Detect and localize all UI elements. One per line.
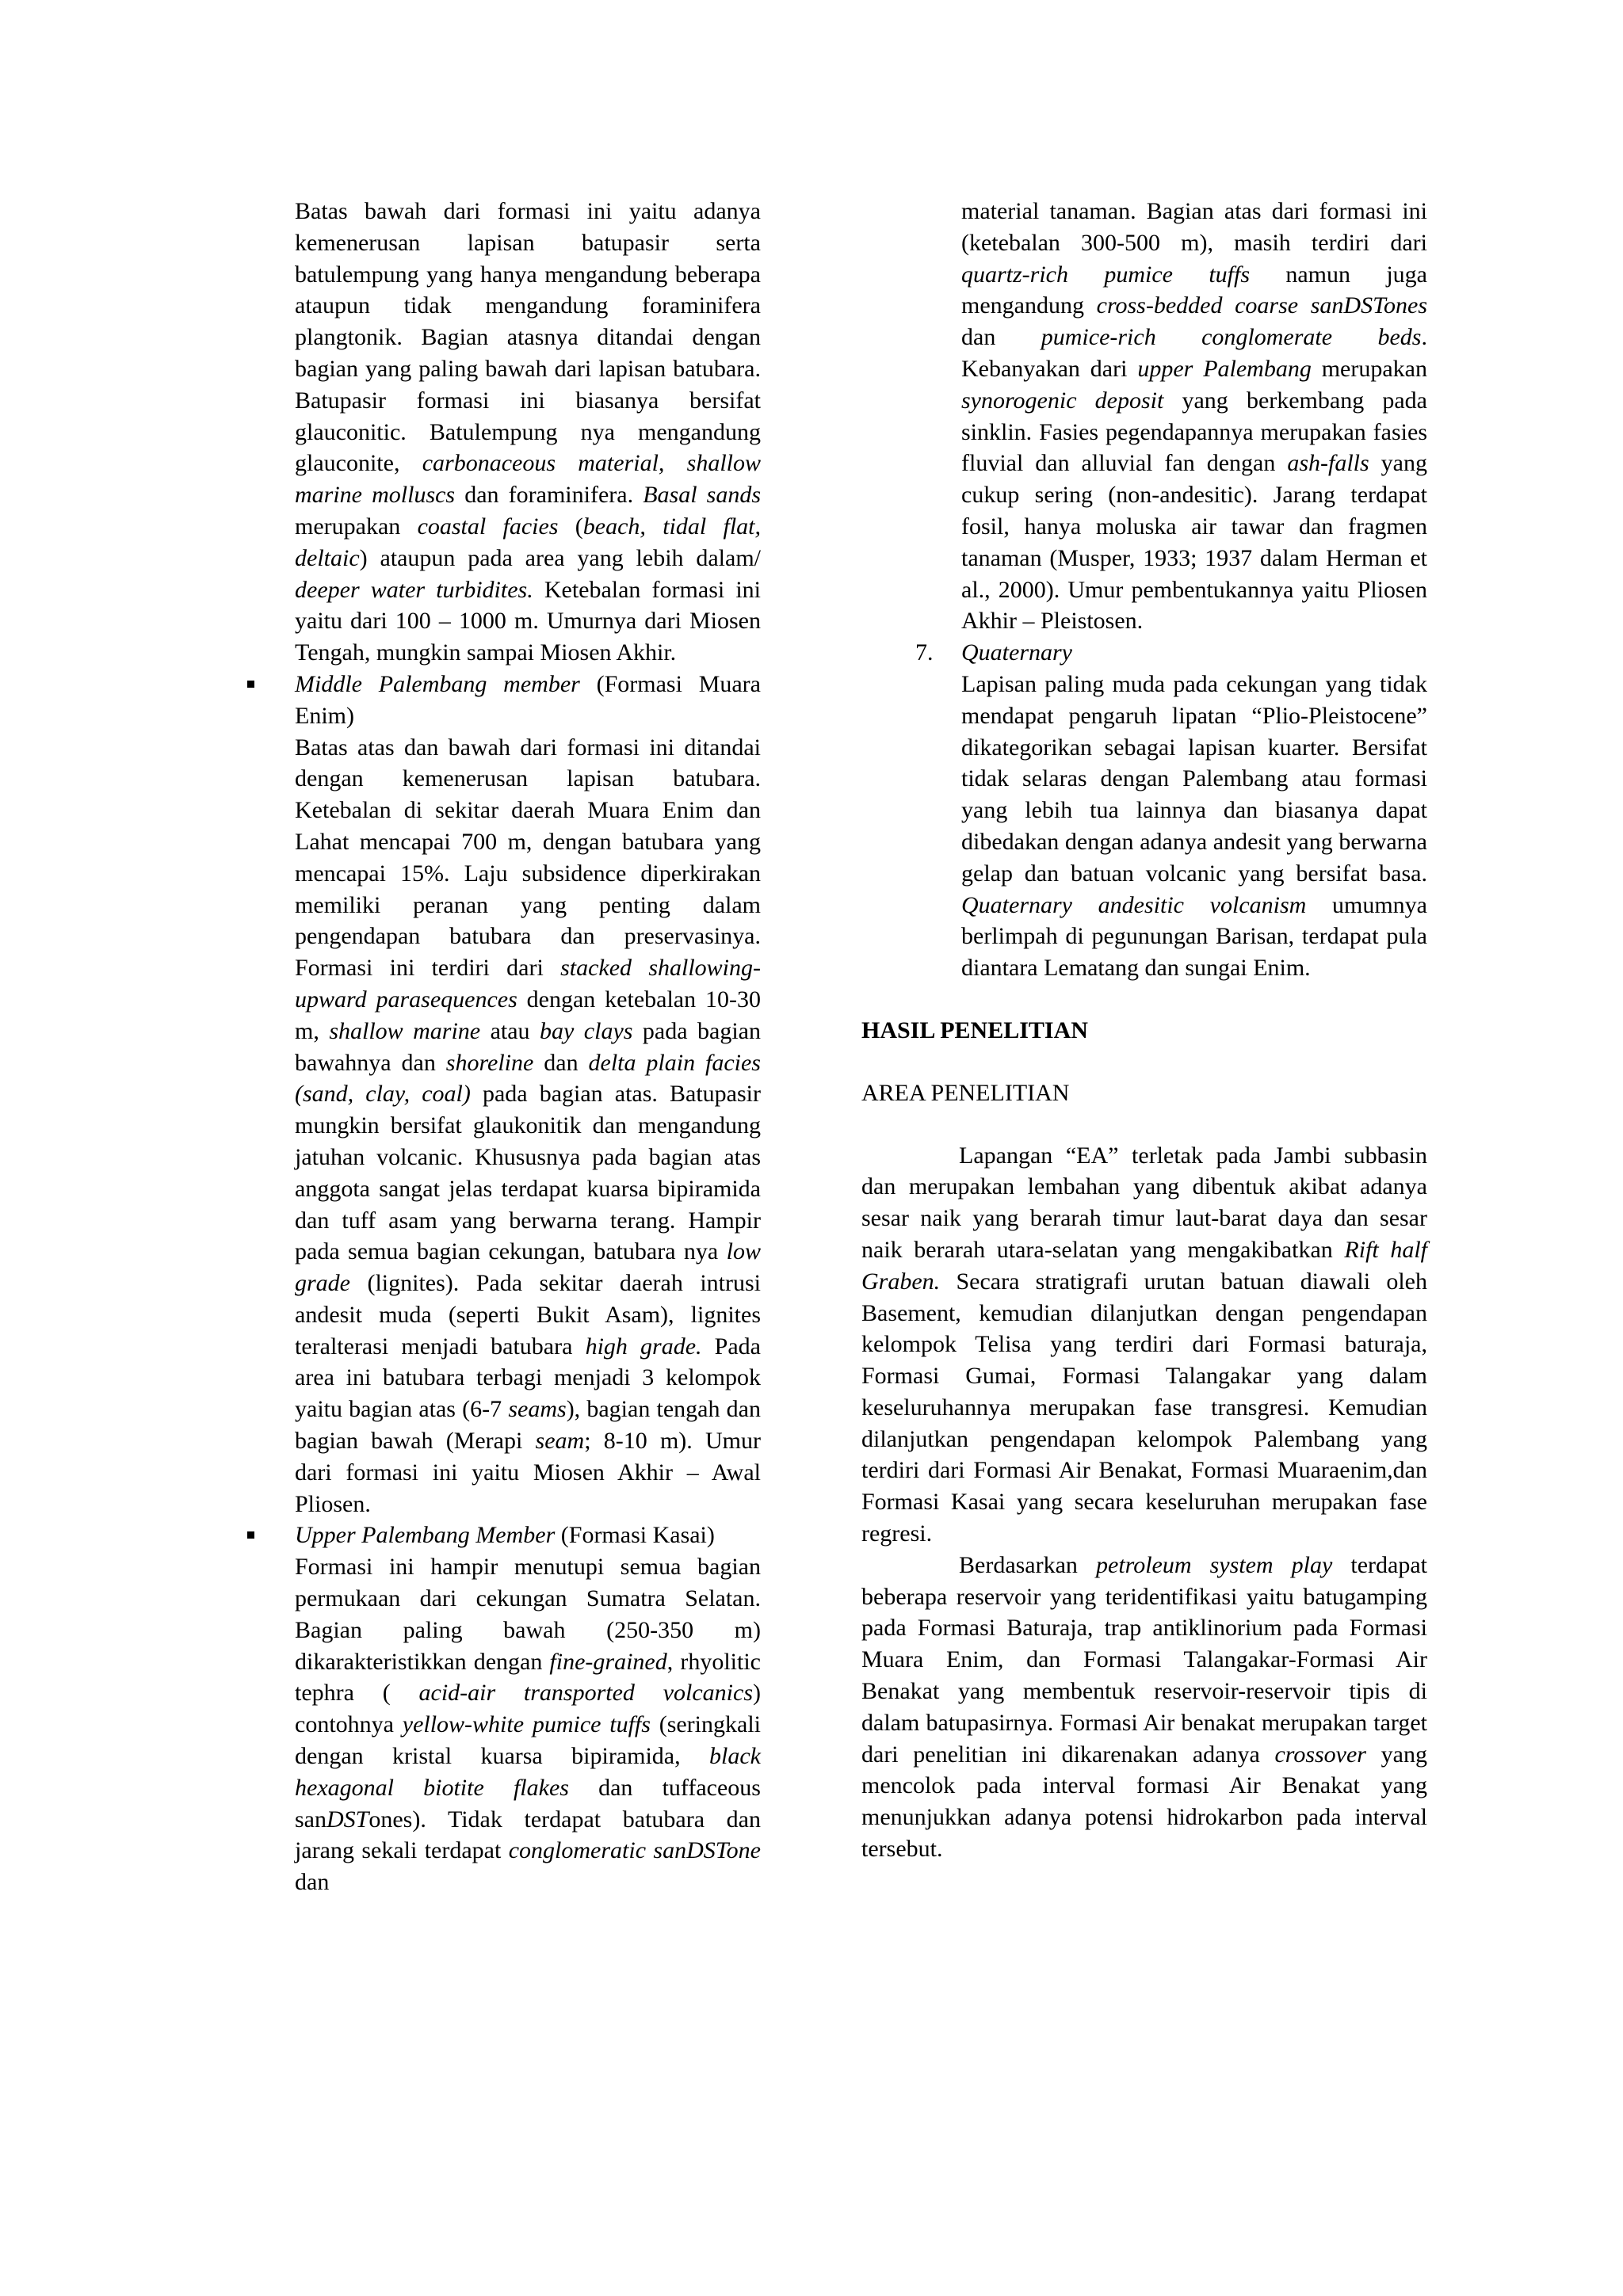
italic-text-run: Middle Palembang member bbox=[295, 670, 580, 697]
text-run: material tanaman. Bagian atas dari formasi ini (ketebalan 300-500 m), masih terdiri dari bbox=[961, 198, 1427, 256]
italic-text-run: seams bbox=[508, 1396, 567, 1423]
italic-text-run: Upper Palembang Member bbox=[295, 1522, 556, 1549]
italic-text-run: pumice-rich conglomerate beds bbox=[1041, 324, 1422, 351]
text-run: dengan ketebalan 10-30 m, bbox=[295, 986, 762, 1044]
italic-text-run: high grade. bbox=[585, 1333, 702, 1360]
section-heading: HASIL PENELITIAN bbox=[861, 1016, 1088, 1043]
text-run: dan bbox=[533, 1049, 589, 1076]
list-item-quaternary bbox=[915, 637, 1427, 984]
text-run: atau bbox=[480, 1017, 540, 1044]
text-run: Pada area ini batubara terbagi menjadi 3 kelompok yaitu bagian atas (6-7 bbox=[295, 1333, 761, 1423]
italic-text-run: coastal facies bbox=[417, 513, 559, 540]
list-item-upper-palembang bbox=[295, 1520, 761, 1898]
text-run: dan bbox=[961, 324, 1041, 351]
italic-text-run: DST bbox=[327, 1806, 369, 1833]
italic-text-run: conglomeratic sanDSTone bbox=[508, 1837, 761, 1864]
text-run: Formasi ini hampir menutupi semua bagian permukaan dari cekungan Sumatra Selatan. Bagian paling bawah (250-350 m) dikarakteristikkan dengan bbox=[295, 1554, 761, 1675]
text-run: namun juga mengandung bbox=[961, 261, 1427, 319]
italic-text-run: yellow-white pumice tuffs bbox=[402, 1711, 651, 1738]
italic-text-run: synorogenic deposit bbox=[961, 387, 1164, 414]
body-paragraph bbox=[861, 1140, 1427, 1550]
text-run: Lapangan “EA” terletak pada Jambi subbasin dan merupakan lembahan yang dibentuk akibat adanya sesar naik yang berarah timur laut-barat daya dan sesar naik berarah utara-selatan yang mengakibatkan bbox=[861, 1142, 1427, 1263]
italic-text-run: quartz-rich pumice tuffs bbox=[961, 261, 1250, 288]
text-run: (Formasi Muara Enim) bbox=[295, 670, 761, 729]
italic-text-run: ash-falls bbox=[1287, 450, 1369, 477]
italic-text-run: low grade bbox=[295, 1238, 761, 1297]
list-item-title: Quaternary bbox=[961, 639, 1072, 666]
text-run: ; 8-10 m). Umur dari formasi ini yaitu Miosen Akhir – Awal Pliosen. bbox=[295, 1428, 761, 1517]
italic-text-run: shallow marine bbox=[329, 1017, 481, 1044]
right-column bbox=[861, 196, 1427, 1865]
text-run: ones). Tidak terdapat batubara dan jarang sekali terdapat bbox=[295, 1806, 761, 1864]
text-run: (seringkali dengan kristal kuarsa bipiramida, bbox=[295, 1711, 761, 1770]
italic-text-run: seam bbox=[535, 1428, 585, 1455]
text-run: dan bbox=[295, 1869, 330, 1896]
text-run: Ketebalan formasi ini yaitu dari 100 – 1000 m. Umurnya dari Miosen Tengah, mungkin sampai Miosen Akhir. bbox=[295, 576, 761, 666]
italic-text-run: bay clays bbox=[540, 1017, 633, 1044]
upper-palembang-continuation bbox=[961, 196, 1427, 637]
body-paragraph bbox=[861, 1550, 1427, 1865]
text-run: dan foraminifera. bbox=[455, 482, 643, 509]
text-run: ) contohnya bbox=[295, 1680, 761, 1738]
text-run: . Kebanyakan dari bbox=[961, 324, 1427, 382]
text-run: Batas atas dan bawah dari formasi ini ditandai dengan kemenerusan lapisan batubara. Ketebalan di sekitar daerah Muara Enim dan Lahat mencapai 700 m, dengan batubara yang mencapai 15%. Laju subsidence diperkirakan memiliki peranan yang penting dalam pengendapan batubara dan preservasinya. Formasi ini terdiri dari bbox=[295, 734, 761, 982]
italic-text-run: black hexagonal biotite flakes bbox=[295, 1743, 761, 1801]
text-run: umumnya berlimpah di pegunungan Barisan, terdapat pula diantara Lematang dan sungai Enim. bbox=[961, 891, 1427, 982]
text-run: terdapat beberapa reservoir yang teridentifikasi yaitu batugamping pada Formasi Baturaja, trap antiklinorium pada Formasi Muara Enim, dan Formasi Talangakar-Formasi Air Benakat yang membentuk reservoir-reservoir tipis di dalam batupasirnya. Formasi Air benakat merupakan target dari penelitian ini dikarenakan adanya bbox=[861, 1551, 1427, 1768]
list-item-body bbox=[961, 669, 1427, 984]
italic-text-run: beach, tidal flat, deltaic bbox=[295, 513, 761, 571]
left-column bbox=[295, 196, 761, 1898]
text-run: dan tuffaceous san bbox=[295, 1774, 761, 1833]
italic-text-run: fine-grained bbox=[549, 1648, 667, 1675]
italic-text-run: cross-bedded coarse sanDSTones bbox=[1096, 292, 1428, 319]
square-bullet-icon bbox=[247, 681, 254, 688]
text-run: (Formasi Kasai) bbox=[555, 1522, 715, 1549]
text-run: Secara stratigrafi urutan batuan diawali oleh Basement, kemudian dilanjutkan dengan pengendapan kelompok Telisa yang terdiri dari Formasi baturaja, Formasi Gumai, Formasi Talangakar yang dalam keseluruhannya merupakan fase transgresi. Kemudian dilanjutkan pengendapan kelompok Palembang yang terdiri dari Formasi Air Benakat, Formasi Muaraenim,dan Formasi Kasai yang secara keseluruhan merupakan fase regresi. bbox=[861, 1268, 1427, 1547]
subsection-heading: AREA PENELITIAN bbox=[861, 1079, 1070, 1106]
text-run: pada bagian bawahnya dan bbox=[295, 1017, 761, 1076]
list-item-title bbox=[295, 669, 761, 732]
text-run: ), bagian tengah dan bagian bawah (Merapi bbox=[295, 1396, 761, 1455]
italic-text-run: stacked shallowing-upward parasequences bbox=[295, 955, 761, 1013]
text-run: Berdasarkan bbox=[959, 1551, 1096, 1578]
list-item-middle-palembang bbox=[295, 669, 761, 1520]
italic-text-run: upper Palembang bbox=[1137, 355, 1312, 382]
italic-text-run: Basal sands bbox=[643, 482, 761, 509]
text-run: yang berkembang pada sinklin. Fasies pegendapannya merupakan fasies fluvial dan alluvial fan dengan bbox=[961, 387, 1427, 477]
italic-text-run: delta plain facies (sand, clay, coal) bbox=[295, 1049, 761, 1108]
square-bullet-icon bbox=[247, 1531, 254, 1539]
text-run: yang cukup sering (non-andesitic). Jarang terdapat fosil, hanya moluska air tawar dan fragmen tanaman (Musper, 1933; 1937 dalam Herman et al., 2000). Umur pembentukannya yaitu Pliosen Akhir – Pleistosen. bbox=[961, 450, 1427, 635]
text-run: (lignites). Pada sekitar daerah intrusi andesit muda (seperti Bukit Asam), lignites teralterasi menjadi batubara bbox=[295, 1270, 761, 1360]
text-run: pada bagian atas. Batupasir mungkin bersifat glaukonitik dan mengandung jatuhan volcanic. Khususnya pada bagian atas anggota sangat jelas terdapat kuarsa bipiramida dan tuff asam yang berwarna terang. Hampir pada semua bagian cekungan, batubara nya bbox=[295, 1081, 761, 1265]
list-item-title bbox=[295, 1520, 761, 1551]
text-run: merupakan bbox=[1311, 355, 1427, 382]
list-item-body bbox=[295, 1551, 761, 1898]
text-run: ( bbox=[558, 513, 583, 540]
list-item-body bbox=[295, 732, 761, 1520]
italic-text-run: Rift half Graben. bbox=[861, 1236, 1428, 1295]
italic-text-run: acid-air transported volcanics bbox=[418, 1680, 753, 1707]
italic-text-run: petroleum system play bbox=[1096, 1551, 1333, 1578]
italic-text-run: shoreline bbox=[445, 1049, 534, 1076]
text-run: Lapisan paling muda pada cekungan yang tidak mendapat pengaruh lipatan “Plio-Pleistocene” dikategorikan sebagai lapisan kuarter. Bersifat tidak selaras dengan Palembang atau formasi yang lebih tua lainnya dan biasanya dapat dibedakan dengan adanya andesit yang berwarna gelap dan batuan volcanic yang bersifat basa. bbox=[961, 670, 1427, 887]
text-run: Batas bawah dari formasi ini yaitu adanya kemenerusan lapisan batupasir serta batulempung yang hanya mengandung beberapa ataupun tidak mengandung foraminifera plangtonik. Bagian atasnya ditandai dengan bagian yang paling bawah dari lapisan batubara. Batupasir formasi ini biasanya bersifat glauconitic. Batulempung nya mengandung glauconite, bbox=[295, 198, 761, 477]
text-run: yang mencolok pada interval formasi Air Benakat yang menunjukkan adanya potensi hidrokarbon pada interval tersebut. bbox=[861, 1741, 1427, 1863]
italic-text-run: deeper water turbidites. bbox=[295, 576, 533, 603]
formation-lower-boundary-paragraph bbox=[295, 196, 761, 669]
italic-text-run: carbonaceous material, shallow marine molluscs bbox=[295, 450, 762, 509]
text-run: merupakan bbox=[295, 513, 418, 540]
italic-text-run: crossover bbox=[1274, 1741, 1366, 1768]
text-run: , rhyolitic tephra ( bbox=[295, 1648, 761, 1707]
italic-text-run: Quaternary andesitic volcanism bbox=[961, 891, 1307, 918]
text-run: ) ataupun pada area yang lebih dalam/ bbox=[359, 544, 761, 571]
list-number: 7. bbox=[915, 639, 934, 666]
